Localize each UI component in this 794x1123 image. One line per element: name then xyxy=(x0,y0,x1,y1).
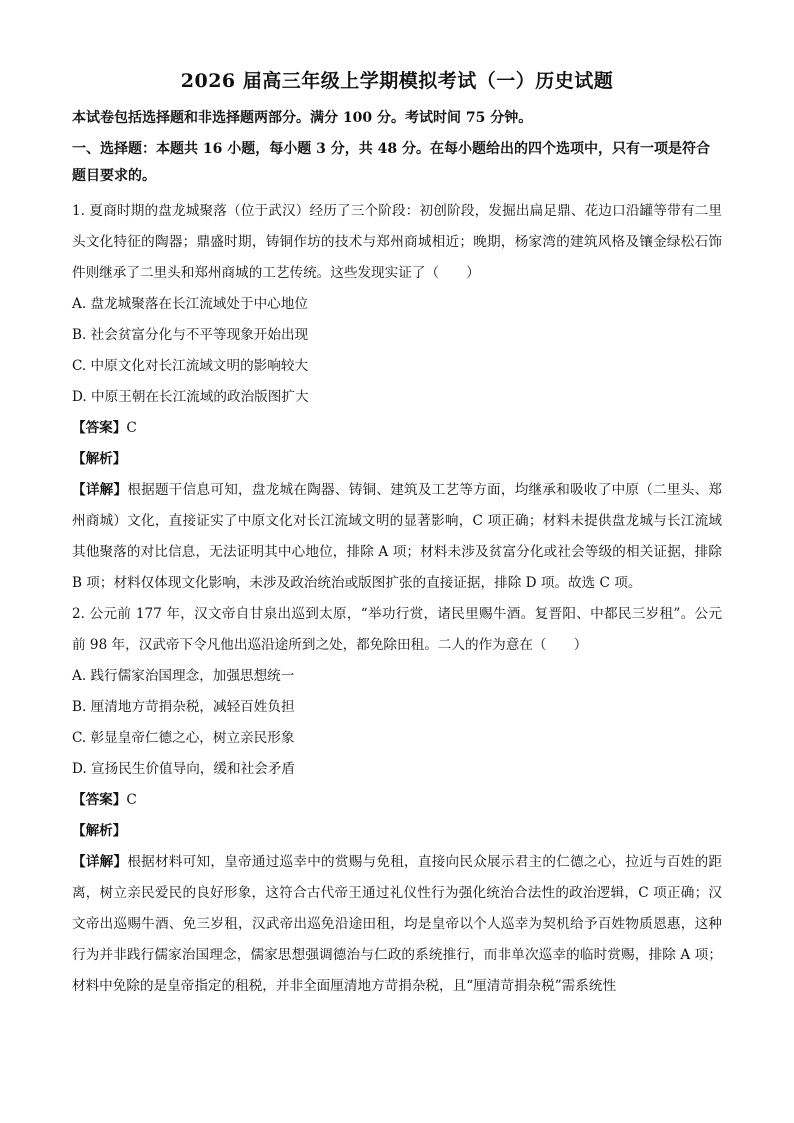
question-2 xyxy=(72,599,722,1002)
detail-tag: 【详解】 xyxy=(72,482,128,498)
detail-paragraph xyxy=(72,847,722,1002)
exam-page xyxy=(72,66,722,1002)
option-a: A. 盘龙城聚落在长江流域处于中心地位 xyxy=(72,296,308,312)
page-title: 2026 届高三年级上学期模拟考试（一）历史试题 xyxy=(180,70,614,92)
detail-text: 根据材料可知，皇帝通过巡幸中的赏赐与免租，直接向民众展示君主的仁德之心，拉近与百姓的距离，树立亲民爱民的良好形象，这符合古代帝王通过礼仪性行为强化统治合法性的政治逻辑，C 项正确；汉文帝出巡赐牛酒、免三岁租，汉武帝出巡免沿途田租，均是皇帝以个人巡幸为契机给予百姓物质恩惠，这种行为并非践行儒家治国理念，儒家思想强调德治与仁政的系统推行，而非单次巡幸的临时赏赐，排除 A 项；材料中免除的是皇帝指定的租税，并非全面厘清地方苛捐杂税，且“厘清苛捐杂税”需系统性 xyxy=(72,854,723,994)
option-d: D. 宣扬民生价值导向，缓和社会矛盾 xyxy=(72,761,295,777)
analysis-tag: 【解析】 xyxy=(72,451,127,467)
exam-note: 本试卷包括选择题和非选择题两部分。满分 100 分。考试时间 75 分钟。 xyxy=(72,110,533,126)
answer-line xyxy=(72,785,722,816)
option-c: C. 中原文化对长江流域文明的影响较大 xyxy=(72,358,309,374)
detail-text: 根据题干信息可知，盘龙城在陶器、铸铜、建筑及工艺等方面，均继承和吸收了中原（二里头、郑州商城）文化，直接证实了中原文化对长江流域文明的显著影响，C 项正确；材料未提供盘龙城与长江流域其他聚落的对比信息，无法证明其中心地位，排除 A 项；材料未涉及贫富分化或社会等级的相关证据，排除 B 项；材料仅体现文化影响，未涉及政治统治或版图扩张的直接证据，排除 D 项。故选 C 项。 xyxy=(72,482,723,591)
answer-value: C xyxy=(126,792,137,808)
option-d: D. 中原王朝在长江流域的政治版图扩大 xyxy=(72,389,309,405)
detail-paragraph xyxy=(72,475,722,599)
analysis-line xyxy=(72,444,722,475)
detail-tag: 【详解】 xyxy=(72,854,128,870)
option-a: A. 践行儒家治国理念，加强思想统一 xyxy=(72,668,295,684)
answer-tag: 【答案】 xyxy=(72,792,127,808)
question-stem: 1. 夏商时期的盘龙城聚落（位于武汉）经历了三个阶段：初创阶段，发掘出扁足鼎、花边口沿罐等带有二里头文化特征的陶器；鼎盛时期，铸铜作坊的技术与郑州商城相近；晚期，杨家湾的建筑风格及镶金绿松石饰件则继承了二里头和郑州商城的工艺传统。这些发现实证了（ ） xyxy=(72,203,722,281)
question-1 xyxy=(72,196,722,599)
section-heading: 一、选择题：本题共 16 小题，每小题 3 分，共 48 分。在每小题给出的四个选项中，只有一项是符合题目要求的。 xyxy=(72,141,710,184)
analysis-line xyxy=(72,816,722,847)
answer-value: C xyxy=(126,420,137,436)
analysis-tag: 【解析】 xyxy=(72,823,127,839)
answer-line xyxy=(72,413,722,444)
answer-tag: 【答案】 xyxy=(72,420,127,436)
option-c: C. 彰显皇帝仁德之心，树立亲民形象 xyxy=(72,730,295,746)
question-stem: 2. 公元前 177 年，汉文帝自甘泉出巡到太原，“举功行赏，诸民里赐牛酒。复晋阳、中都民三岁租”。公元前 98 年，汉武帝下令凡他出巡沿途所到之处，都免除田租。二人的作为意在（ ） xyxy=(72,606,722,653)
option-b: B. 厘清地方苛捐杂税，减轻百姓负担 xyxy=(72,699,295,715)
option-b: B. 社会贫富分化与不平等现象开始出现 xyxy=(72,327,309,343)
